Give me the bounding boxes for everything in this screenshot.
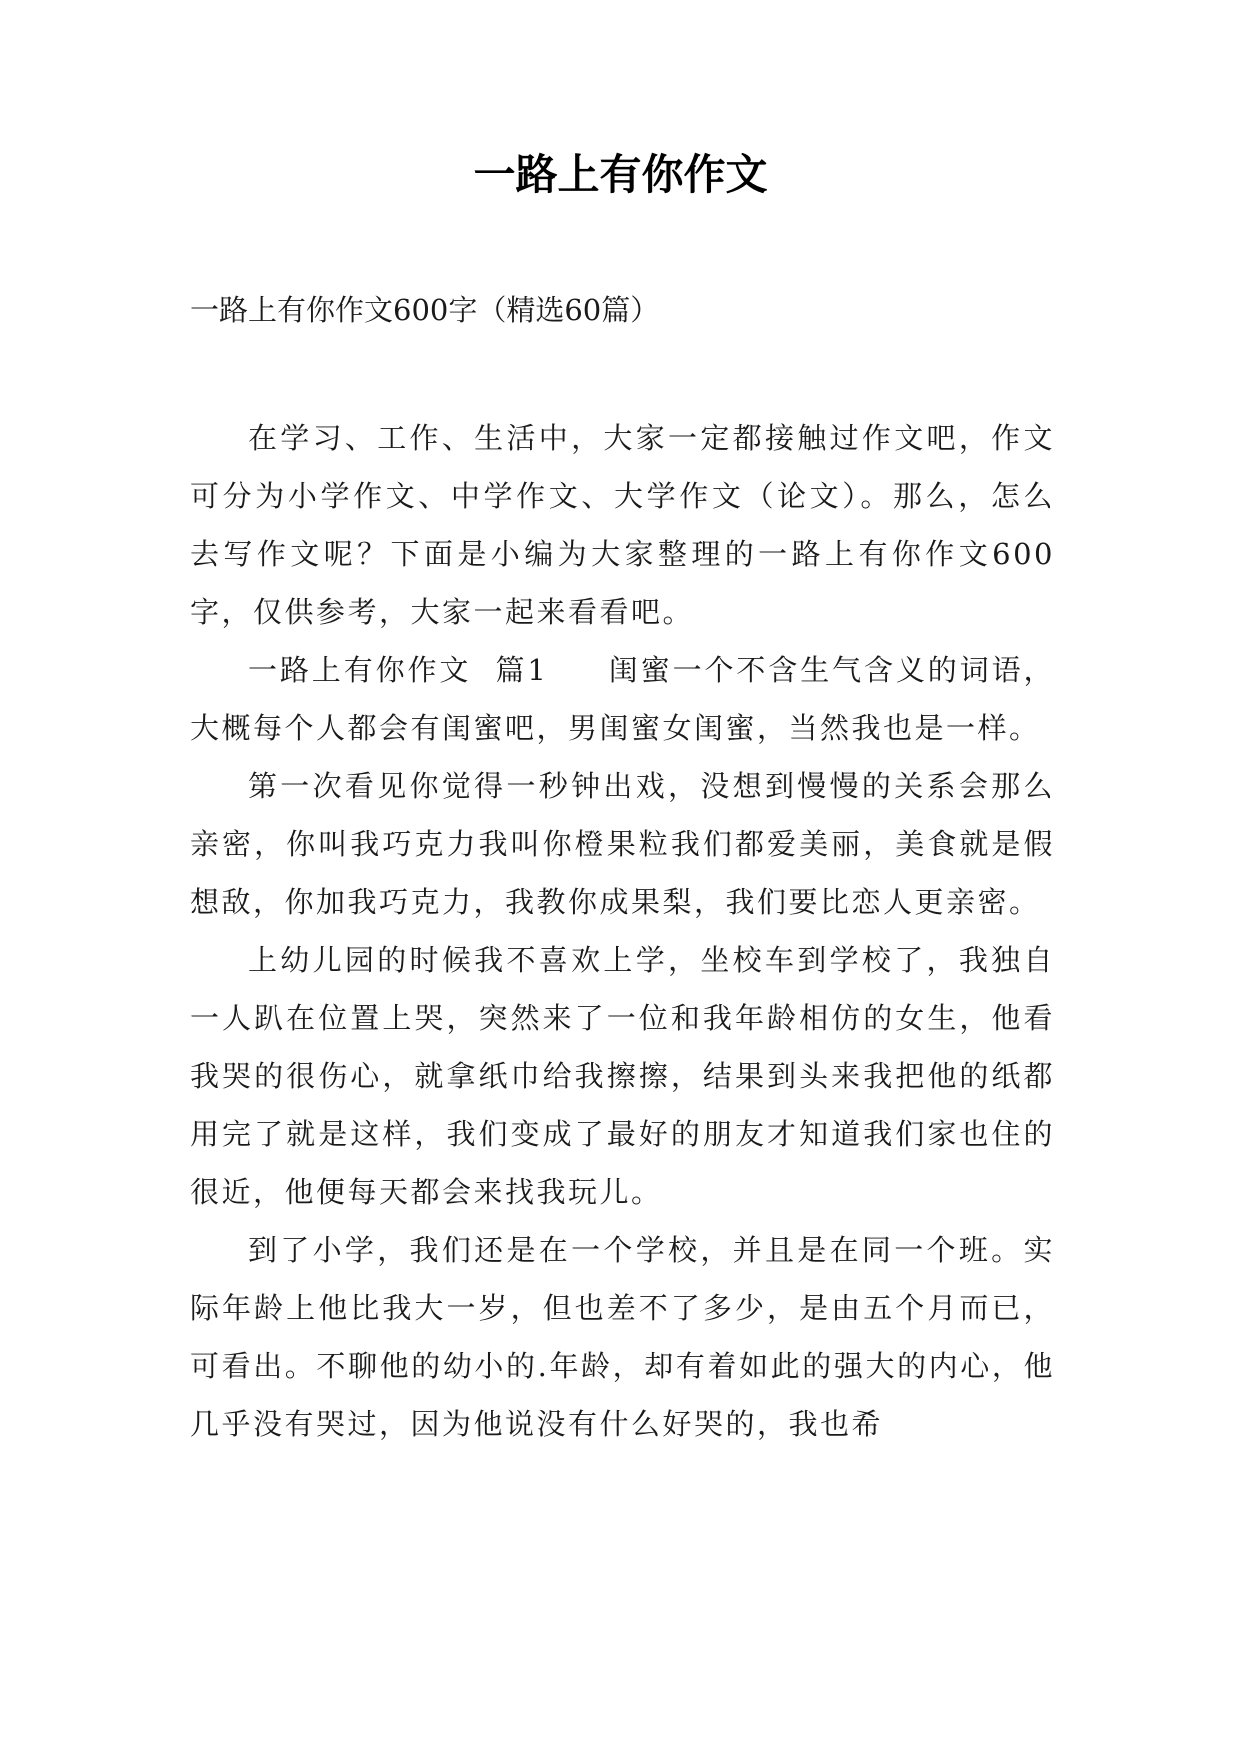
section-first-text: 闺蜜一个不含生气含义的词语，大概每个人都会有闺蜜吧，男闺蜜女闺蜜，当然我也是一样。 bbox=[190, 653, 1055, 745]
document-body bbox=[190, 409, 1055, 1453]
body-paragraph: 上幼儿园的时候我不喜欢上学，坐校车到学校了，我独自一人趴在位置上哭，突然来了一位和我年龄相仿的女生，他看我哭的很伤心，就拿纸巾给我擦擦，结果到头来我把他的纸都用完了就是这样，我们变成了最好的朋友才知道我们家也住的很近，他便每天都会来找我玩儿。 bbox=[190, 943, 1055, 1209]
intro-paragraph: 在学习、工作、生活中，大家一定都接触过作文吧，作文可分为小学作文、中学作文、大学作文（论文）。那么，怎么去写作文呢？下面是小编为大家整理的一路上有你作文600字，仅供参考，大家一起来看看吧。 bbox=[190, 421, 1055, 629]
section-paragraph bbox=[190, 641, 1055, 757]
document-subtitle: 一路上有你作文600字（精选60篇） bbox=[190, 293, 660, 327]
body-paragraph: 到了小学，我们还是在一个学校，并且是在同一个班。实际年龄上他比我大一岁，但也差不了多少，是由五个月而已，可看出。不聊他的幼小的.年龄，却有着如此的强大的内心，他几乎没有哭过，因为他说没有什么好哭的，我也希 bbox=[190, 1233, 1055, 1441]
document-title: 一路上有你作文 bbox=[473, 150, 768, 199]
section-heading: 一路上有你作文 篇1 bbox=[248, 653, 549, 687]
body-paragraph: 第一次看见你觉得一秒钟出戏，没想到慢慢的关系会那么亲密，你叫我巧克力我叫你橙果粒我们都爱美丽，美食就是假想敌，你加我巧克力，我教你成果梨，我们要比恋人更亲密。 bbox=[190, 769, 1055, 919]
